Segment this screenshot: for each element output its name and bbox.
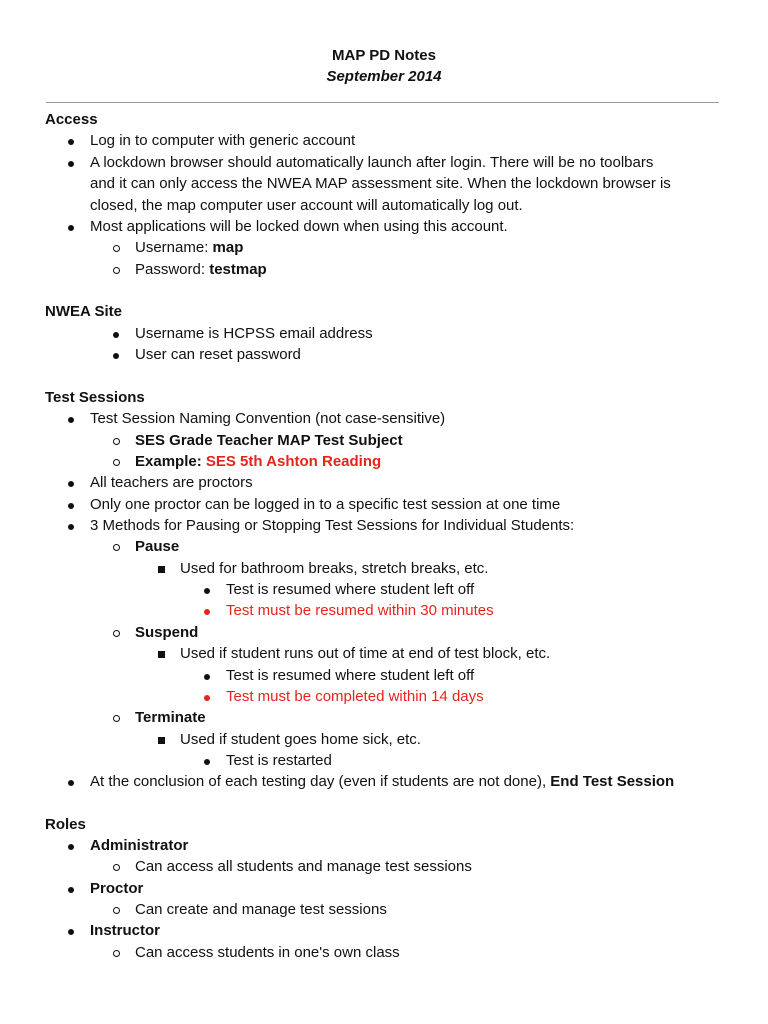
role-administrator: Administrator [90, 837, 189, 854]
method-terminate: Terminate [135, 709, 206, 726]
naming-convention: SES Grade Teacher MAP Test Subject [135, 432, 403, 449]
conclusion-line [90, 773, 674, 791]
bullet-circle-icon [113, 858, 120, 876]
username-label: Username: [135, 239, 213, 256]
bullet-circle-icon [113, 624, 120, 642]
bullet-dot-icon [68, 410, 74, 428]
username-line [135, 239, 243, 257]
bullet-circle-icon [113, 709, 120, 727]
bullet-square-icon [158, 731, 165, 749]
bullet-dot-icon [113, 346, 119, 364]
bullet-dot-icon [68, 517, 74, 535]
list-item: Test is restarted [226, 752, 332, 769]
section-heading-test-sessions: Test Sessions [45, 389, 145, 406]
role-proctor: Proctor [90, 880, 144, 897]
list-item-warning: Test must be completed within 14 days [226, 688, 484, 705]
section-heading-roles: Roles [45, 816, 86, 833]
list-item: Log in to computer with generic account [90, 132, 356, 149]
bullet-circle-icon [113, 538, 120, 556]
bullet-circle-icon [113, 261, 120, 279]
bullet-square-icon [158, 560, 165, 578]
bullet-dot-icon [68, 837, 74, 855]
bullet-circle-icon [113, 453, 120, 471]
bullet-dot-icon [68, 880, 74, 898]
list-item: Only one proctor can be logged in to a specific test session at one time [90, 496, 561, 513]
bullet-square-icon [158, 645, 165, 663]
list-item: Can access all students and manage test sessions [135, 858, 472, 875]
list-item-continuation: and it can only access the NWEA MAP assessment site. When the lockdown browser is [90, 175, 671, 192]
bullet-dot-icon [68, 154, 74, 172]
bullet-dot-icon [68, 496, 74, 514]
bullet-dot-icon [204, 602, 210, 620]
list-item: A lockdown browser should automatically launch after login. There will be no toolbars [90, 154, 654, 171]
password-label: Password: [135, 261, 210, 278]
list-item: Test is resumed where student left off [226, 667, 475, 684]
bullet-dot-icon [68, 218, 74, 236]
conclusion-text: At the conclusion of each testing day (even if students are not done), [90, 773, 551, 790]
bullet-dot-icon [68, 474, 74, 492]
list-item-warning: Test must be resumed within 30 minutes [226, 602, 494, 619]
list-item-continuation: closed, the map computer user account will automatically log out. [90, 197, 523, 214]
title-divider [46, 102, 719, 103]
bullet-circle-icon [113, 901, 120, 919]
list-item: Used if student runs out of time at end of test block, etc. [180, 645, 551, 662]
username-value: map [212, 239, 244, 256]
method-pause: Pause [135, 538, 180, 555]
list-item: 3 Methods for Pausing or Stopping Test Sessions for Individual Students: [90, 517, 575, 534]
section-heading-access: Access [45, 111, 98, 128]
document-title: MAP PD Notes [332, 47, 436, 64]
bullet-dot-icon [68, 773, 74, 791]
password-line [135, 261, 267, 279]
list-item: Test is resumed where student left off [226, 581, 475, 598]
bullet-circle-icon [113, 944, 120, 962]
example-label: Example: [135, 453, 206, 470]
bullet-dot-icon [204, 667, 210, 685]
list-item: Used for bathroom breaks, stretch breaks, etc. [180, 560, 489, 577]
role-instructor: Instructor [90, 922, 161, 939]
bullet-circle-icon [113, 432, 120, 450]
bullet-dot-icon [204, 752, 210, 770]
example-value: SES 5th Ashton Reading [205, 453, 382, 470]
bullet-circle-icon [113, 239, 120, 257]
bullet-dot-icon [113, 325, 119, 343]
document-date: September 2014 [326, 68, 442, 85]
list-item: All teachers are proctors [90, 474, 253, 491]
bullet-dot-icon [204, 688, 210, 706]
bullet-dot-icon [204, 581, 210, 599]
bullet-dot-icon [68, 922, 74, 940]
list-item: Most applications will be locked down when using this account. [90, 218, 508, 235]
password-value: testmap [209, 261, 267, 278]
list-item: Used if student goes home sick, etc. [180, 731, 421, 748]
list-item: User can reset password [135, 346, 301, 363]
method-suspend: Suspend [135, 624, 199, 641]
list-item: Can access students in one's own class [135, 944, 400, 961]
section-heading-nwea: NWEA Site [45, 303, 122, 320]
naming-example [135, 453, 381, 471]
list-item: Test Session Naming Convention (not case-sensitive) [90, 410, 446, 427]
bullet-dot-icon [68, 132, 74, 150]
list-item: Can create and manage test sessions [135, 901, 387, 918]
list-item: Username is HCPSS email address [135, 325, 373, 342]
conclusion-bold: End Test Session [550, 773, 675, 790]
